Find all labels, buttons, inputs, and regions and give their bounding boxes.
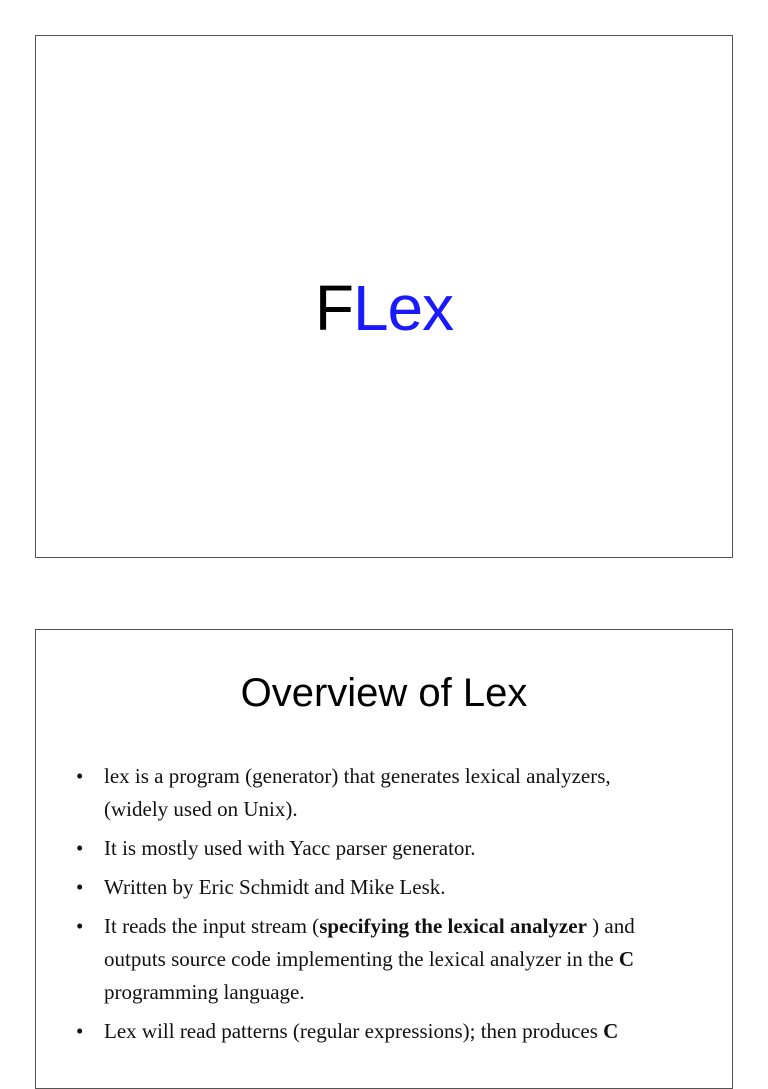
bullet-text-pre: It reads the input stream ( — [104, 914, 320, 938]
bullet-icon: • — [76, 914, 84, 938]
bullet-list — [76, 760, 676, 1054]
list-item — [76, 910, 676, 1009]
bullet-text: Lex will read patterns (regular expressions); then produces — [104, 1019, 604, 1043]
list-item — [76, 760, 676, 826]
bullet-text: Written by Eric Schmidt and Mike Lesk. — [104, 875, 446, 899]
bullet-text-mid: ) and outputs source code implementing the lexical analyzer in the — [104, 914, 635, 971]
title-part-f: F — [314, 272, 353, 344]
bullet-text-bold: specifying the lexical analyzer — [319, 914, 587, 938]
list-item — [76, 1015, 676, 1048]
title-slide — [35, 35, 733, 558]
bullet-icon: • — [76, 875, 84, 899]
bullet-text-post: programming language. — [104, 980, 305, 1004]
bullet-text: It is mostly used with Yacc parser generator. — [104, 836, 476, 860]
bullet-text-bold-c: C — [618, 947, 635, 971]
overview-slide — [35, 629, 733, 1089]
list-item — [76, 871, 676, 904]
list-item — [76, 832, 676, 865]
slide-title — [36, 272, 732, 344]
bullet-icon: • — [76, 836, 84, 860]
title-part-lex: Lex — [352, 272, 454, 344]
bullet-text: lex is a program (generator) that generates lexical analyzers, (widely used on Unix). — [104, 764, 611, 821]
slide-title: Overview of Lex — [240, 671, 528, 715]
bullet-icon: • — [76, 764, 84, 788]
bullet-text-bold-c: C — [603, 1019, 619, 1043]
bullet-icon: • — [76, 1019, 84, 1043]
